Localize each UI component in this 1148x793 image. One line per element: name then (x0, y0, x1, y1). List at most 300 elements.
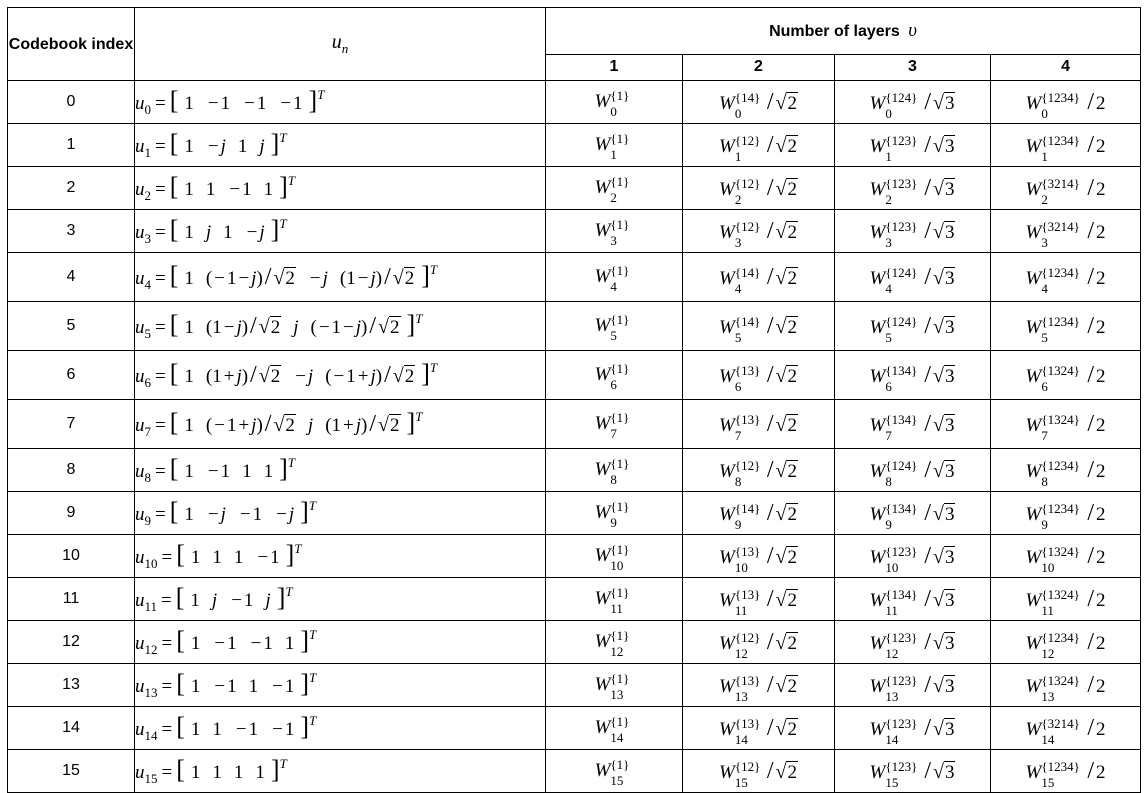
w-symbol: W (869, 316, 886, 338)
fraction-slash: / (924, 361, 931, 388)
w-symbol: W (1025, 135, 1042, 157)
w-cell-layer-4 (991, 400, 1141, 449)
w-cell-layer-3 (835, 535, 991, 578)
operator: − (257, 547, 269, 568)
operator: − (231, 590, 242, 611)
w-symbol: W (719, 546, 735, 568)
codebook-body (8, 81, 1141, 793)
vector-entry (206, 461, 230, 483)
w-subscript: 15 (885, 774, 899, 790)
sqrt-radicand: 2 (787, 589, 797, 611)
sqrt-radicand: 2 (270, 366, 281, 387)
codebook-index-cell: 2 (8, 167, 135, 210)
w-cell-layer-1 (546, 578, 683, 621)
sqrt-expr (933, 546, 955, 569)
paren-open: ( (205, 268, 213, 289)
fraction-slash: / (924, 456, 931, 483)
operator: + (357, 366, 369, 387)
operator: + (238, 415, 250, 436)
equals-sign: = (155, 415, 166, 436)
fraction-slash: / (384, 264, 391, 290)
fraction-slash: / (1087, 361, 1095, 388)
u-symbol: u (135, 719, 145, 740)
sqrt-radicand: 3 (944, 503, 955, 525)
w-superscript: {1} (610, 671, 630, 686)
equals-sign: = (155, 136, 166, 157)
math-char: 1 (346, 268, 356, 289)
header-un-subscript: n (341, 41, 349, 56)
w-superscript: {14} (734, 500, 761, 516)
operator: − (280, 93, 292, 114)
vector-entry (191, 762, 201, 784)
fraction-slash: / (1087, 757, 1095, 784)
paren-open: ( (325, 366, 332, 387)
math-char: 1 (284, 676, 295, 697)
w-cell-layer-3 (835, 400, 991, 449)
sqrt-sign: √ (392, 267, 404, 289)
codebook-index-cell: 8 (8, 449, 135, 492)
w-subscript: 12 (734, 645, 748, 661)
vector-entry (184, 504, 194, 526)
sqrt-sign: √ (933, 588, 944, 611)
w-symbol: W (869, 460, 886, 482)
u-symbol: u (135, 504, 145, 525)
math-char: 1 (220, 461, 231, 482)
equals-sign: = (161, 762, 173, 783)
w-superscript: {123} (885, 715, 918, 731)
sqrt-radicand: 2 (787, 546, 797, 568)
sqrt-expr (776, 675, 798, 698)
denominator: 2 (1096, 316, 1106, 338)
sqrt-expr (378, 414, 400, 437)
math-char: 1 (256, 93, 267, 114)
un-vector-cell (135, 750, 546, 793)
w-cell-layer-3 (835, 750, 991, 793)
fraction-slash: / (924, 410, 931, 437)
math-char: 1 (184, 268, 194, 289)
fraction-slash: / (1087, 263, 1095, 290)
w-subscript: 13 (734, 688, 748, 704)
fraction-slash: / (766, 585, 774, 612)
math-char: 1 (184, 461, 194, 482)
w-cell-layer-1 (546, 302, 683, 351)
sqrt-sign: √ (933, 91, 944, 114)
u-symbol: u (135, 93, 145, 114)
w-symbol: W (1025, 546, 1042, 568)
vector-entry (212, 590, 217, 612)
w-cell-layer-1 (546, 664, 683, 707)
u-symbol: u (135, 762, 145, 783)
sqrt-radicand: 3 (944, 267, 955, 289)
w-superscript: {1234} (1041, 89, 1080, 105)
w-cell-layer-4 (991, 351, 1141, 400)
denominator: 2 (1096, 761, 1106, 783)
vector-entry (184, 222, 194, 244)
w-symbol: W (719, 460, 735, 482)
w-symbol: W (869, 675, 886, 697)
w-cell-layer-3 (835, 707, 991, 750)
w-superscript: {14} (734, 89, 761, 105)
equals-sign: = (155, 366, 166, 387)
sqrt-sign: √ (775, 134, 787, 157)
vector-entry (325, 411, 400, 438)
vector-entry (270, 676, 294, 698)
fraction-slash: / (924, 714, 931, 741)
w-cell-layer-3 (835, 492, 991, 535)
w-cell-layer-1 (546, 707, 683, 750)
fraction-slash: / (924, 174, 931, 201)
w-symbol: W (1025, 675, 1042, 697)
w-symbol: W (594, 588, 611, 609)
w-subscript: 4 (1041, 280, 1048, 296)
sqrt-expr (933, 365, 955, 388)
sqrt-radicand: 3 (944, 92, 955, 114)
w-cell-layer-2 (683, 492, 835, 535)
w-symbol: W (1025, 589, 1042, 611)
fraction-slash: / (369, 411, 377, 437)
sqrt-expr (393, 365, 415, 388)
sqrt-radicand: 3 (944, 316, 955, 338)
operator: − (207, 504, 219, 525)
imag-unit: j (251, 415, 257, 436)
w-cell-layer-2 (683, 400, 835, 449)
table-row (8, 81, 1141, 124)
w-cell-layer-4 (991, 253, 1141, 302)
u-subscript: 8 (144, 470, 151, 485)
sqrt-sign: √ (933, 545, 944, 568)
sqrt-radicand: 3 (944, 632, 955, 654)
equals-sign: = (161, 676, 173, 697)
vector-entry (184, 317, 194, 339)
vector-entry (206, 362, 281, 389)
sqrt-radicand: 2 (404, 366, 415, 387)
w-symbol: W (719, 267, 735, 289)
sqrt-sign: √ (775, 266, 787, 289)
operator: + (223, 366, 235, 387)
sqrt-expr (933, 267, 955, 290)
vector-entry (206, 313, 281, 340)
operator: − (295, 366, 306, 387)
sqrt-radicand: 2 (787, 135, 797, 157)
vector-entry (184, 268, 194, 290)
w-superscript: {1} (610, 628, 630, 643)
w-symbol: W (594, 674, 611, 695)
sqrt-expr (776, 718, 798, 741)
w-superscript: {123} (885, 543, 918, 559)
w-subscript: 7 (734, 427, 742, 443)
header-layers-symbol: υ (908, 19, 917, 41)
w-subscript: 0 (1041, 105, 1048, 121)
w-superscript: {1} (610, 410, 630, 425)
imag-unit: j (322, 268, 328, 289)
w-subscript: 15 (610, 773, 624, 788)
fraction-slash: / (766, 542, 774, 569)
w-subscript: 5 (885, 329, 892, 345)
sqrt-sign: √ (933, 631, 944, 654)
w-superscript: {123} (885, 132, 918, 148)
sqrt-sign: √ (775, 631, 787, 654)
sqrt-expr (933, 221, 955, 244)
header-layer-3: 3 (835, 54, 991, 80)
w-superscript: {13} (734, 543, 761, 559)
imag-unit: j (307, 415, 314, 436)
w-cell-layer-4 (991, 302, 1141, 351)
w-cell-layer-1 (546, 351, 683, 400)
fraction-slash: / (766, 757, 774, 784)
w-subscript: 1 (885, 148, 892, 164)
denominator: 2 (1096, 632, 1106, 654)
w-cell-layer-3 (835, 302, 991, 351)
w-subscript: 11 (885, 602, 898, 618)
sqrt-radicand: 2 (787, 718, 797, 740)
transpose-superscript: T (285, 584, 293, 599)
w-superscript: {123} (885, 758, 918, 774)
bracket-open: [ (169, 408, 179, 437)
sqrt-expr (259, 365, 281, 388)
w-subscript: 6 (610, 377, 617, 392)
w-cell-layer-4 (991, 621, 1141, 664)
imag-unit: j (211, 590, 218, 611)
u-subscript: 12 (144, 642, 158, 657)
math-char: 1 (226, 415, 237, 436)
math-char: 1 (184, 366, 194, 387)
sqrt-radicand: 3 (944, 221, 955, 243)
w-symbol: W (1025, 221, 1042, 243)
u-symbol: u (135, 136, 145, 157)
w-cell-layer-1 (546, 449, 683, 492)
bracket-close: ] (308, 86, 318, 115)
sqrt-expr (776, 589, 798, 612)
w-superscript: {12} (734, 218, 761, 234)
bracket-close: ] (279, 172, 288, 201)
w-cell-layer-1 (546, 210, 683, 253)
un-vector-cell (135, 535, 546, 578)
sqrt-expr (933, 178, 955, 201)
w-superscript: {1234} (1041, 758, 1080, 774)
w-cell-layer-3 (835, 351, 991, 400)
w-subscript: 12 (610, 644, 624, 659)
sqrt-radicand: 3 (944, 460, 955, 482)
imag-unit: j (236, 366, 242, 387)
w-symbol: W (719, 503, 735, 525)
table-row (8, 750, 1141, 793)
sqrt-radicand: 2 (787, 675, 797, 697)
denominator: 2 (1096, 546, 1106, 568)
math-char: 1 (190, 633, 201, 654)
w-symbol: W (719, 365, 735, 387)
w-cell-layer-4 (991, 492, 1141, 535)
w-subscript: 4 (734, 280, 742, 296)
transpose-superscript: T (415, 311, 423, 326)
w-subscript: 14 (885, 731, 899, 747)
w-superscript: {1234} (1041, 313, 1080, 329)
w-superscript: {3214} (1041, 715, 1080, 731)
vector-entry (206, 504, 226, 526)
w-cell-layer-3 (835, 664, 991, 707)
bracket-close: ] (279, 454, 288, 483)
w-subscript: 6 (1041, 378, 1048, 394)
w-symbol: W (869, 178, 886, 200)
fraction-slash: / (766, 131, 774, 158)
imag-unit: j (355, 317, 362, 338)
u-symbol: u (135, 461, 145, 482)
w-superscript: {13} (734, 672, 761, 688)
w-symbol: W (594, 413, 611, 434)
w-subscript: 5 (610, 328, 617, 343)
math-char: 1 (284, 633, 295, 654)
bracket-close: ] (270, 215, 280, 244)
math-char: 1 (233, 547, 244, 568)
codebook-index-cell: 15 (8, 750, 135, 793)
fraction-slash: / (1087, 131, 1095, 158)
u-symbol: u (135, 366, 145, 387)
codebook-index-cell: 7 (8, 400, 135, 449)
table-row (8, 210, 1141, 253)
header-number-of-layers (546, 8, 1141, 55)
bracket-close: ] (300, 712, 309, 741)
w-subscript: 2 (734, 191, 742, 207)
sqrt-radicand: 2 (787, 761, 797, 783)
w-superscript: {1234} (1041, 629, 1080, 645)
vector-entry (212, 547, 222, 569)
w-superscript: {1} (610, 217, 630, 232)
sqrt-expr (776, 92, 798, 115)
w-cell-layer-2 (683, 167, 835, 210)
math-char: 1 (270, 547, 280, 568)
operator: − (333, 366, 345, 387)
w-cell-layer-4 (991, 750, 1141, 793)
header-layers-title: Number of layers (769, 22, 900, 40)
u-symbol: u (135, 676, 145, 697)
w-subscript: 3 (610, 233, 617, 248)
vector-entry (191, 676, 201, 698)
w-cell-layer-3 (835, 253, 991, 302)
header-un-symbol: u (331, 31, 342, 53)
vector-entry (184, 415, 194, 437)
sqrt-sign: √ (775, 760, 787, 783)
paren-close: ) (256, 268, 263, 289)
transpose-superscript: T (415, 409, 423, 424)
fraction-slash: / (766, 312, 774, 339)
w-subscript: 9 (734, 516, 742, 532)
table-row (8, 124, 1141, 167)
bracket-close: ] (285, 540, 295, 569)
denominator: 2 (1096, 365, 1106, 387)
w-superscript: {1234} (1041, 457, 1080, 473)
paren-open: ( (205, 415, 213, 436)
fraction-slash: / (1087, 456, 1095, 483)
w-superscript: {134} (885, 500, 918, 516)
vector-entry (285, 633, 295, 655)
w-cell-layer-2 (683, 664, 835, 707)
sqrt-sign: √ (933, 266, 944, 289)
sqrt-radicand: 2 (787, 632, 797, 654)
w-symbol: W (1025, 92, 1042, 114)
un-vector-cell (135, 167, 546, 210)
w-superscript: {12} (734, 629, 761, 645)
w-superscript: {123} (885, 175, 918, 191)
w-symbol: W (869, 546, 886, 568)
w-symbol: W (719, 718, 735, 740)
operator: − (272, 719, 283, 740)
w-superscript: {1} (610, 361, 630, 376)
w-superscript: {1} (610, 312, 630, 327)
w-superscript: {124} (885, 313, 918, 329)
sqrt-expr (933, 135, 955, 158)
w-superscript: {14} (734, 264, 761, 280)
vector-entry (234, 719, 258, 741)
w-symbol: W (869, 632, 886, 654)
bracket-close: ] (406, 408, 416, 437)
math-char: 1 (293, 93, 303, 114)
vector-entry (206, 222, 211, 244)
vector-entry (238, 504, 262, 526)
math-char: 1 (190, 762, 201, 783)
table-row (8, 253, 1141, 302)
equals-sign: = (155, 222, 166, 243)
transpose-superscript: T (279, 216, 287, 231)
fraction-slash: / (250, 362, 257, 388)
header-layer-1: 1 (546, 54, 683, 80)
w-symbol: W (719, 761, 735, 783)
w-symbol: W (594, 459, 611, 480)
sqrt-sign: √ (775, 674, 787, 697)
math-char: 1 (252, 504, 263, 525)
w-subscript: 5 (734, 329, 742, 345)
w-cell-layer-4 (991, 578, 1141, 621)
sqrt-expr (933, 460, 955, 483)
sqrt-expr (776, 178, 798, 201)
w-cell-layer-2 (683, 81, 835, 124)
vector-entry (249, 633, 273, 655)
vector-entry (308, 415, 313, 437)
fraction-slash: / (1087, 714, 1095, 741)
u-subscript: 1 (144, 145, 151, 160)
fraction-slash: / (924, 542, 931, 569)
math-char: 1 (242, 461, 252, 482)
sqrt-sign: √ (258, 365, 270, 387)
vector-entry (184, 366, 194, 388)
bracket-close: ] (421, 359, 430, 388)
w-symbol: W (594, 266, 611, 287)
sqrt-radicand: 3 (944, 589, 955, 611)
fraction-slash: / (924, 217, 931, 244)
un-vector-cell (135, 492, 546, 535)
bracket-open: [ (176, 540, 185, 569)
vector-entry (265, 590, 270, 612)
sqrt-expr (393, 267, 415, 290)
codebook-index-cell: 10 (8, 535, 135, 578)
math-char: 1 (226, 268, 237, 289)
un-vector-cell (135, 302, 546, 351)
w-symbol: W (594, 717, 611, 738)
sqrt-sign: √ (775, 588, 787, 611)
sqrt-radicand: 3 (944, 546, 955, 568)
w-cell-layer-4 (991, 81, 1141, 124)
w-subscript: 4 (885, 280, 892, 296)
w-cell-layer-4 (991, 124, 1141, 167)
denominator: 2 (1096, 503, 1106, 525)
un-vector-cell (135, 253, 546, 302)
w-superscript: {134} (885, 411, 918, 427)
sqrt-expr (933, 675, 955, 698)
sqrt-radicand: 2 (787, 178, 797, 200)
sqrt-expr (933, 316, 955, 339)
sqrt-radicand: 2 (787, 365, 797, 387)
w-subscript: 10 (734, 559, 748, 575)
transpose-superscript: T (279, 756, 287, 771)
w-cell-layer-3 (835, 167, 991, 210)
